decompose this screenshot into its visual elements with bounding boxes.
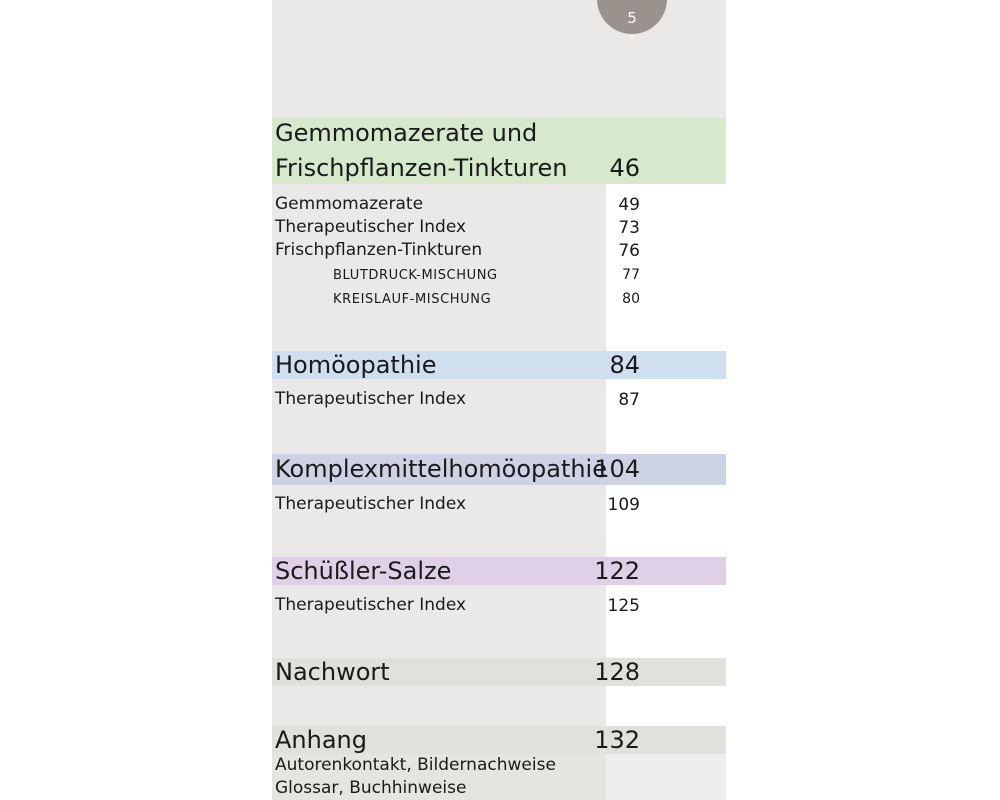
toc-entry[interactable]: Frischpflanzen-Tinkturen [275,240,483,260]
section-page: 84 [609,351,640,379]
toc-subentry-page: 77 [622,267,640,283]
section-page: 104 [594,455,640,483]
section-title: Nachwort [275,658,390,686]
section-title: Schüßler-Salze [275,557,452,585]
toc-entry[interactable]: Therapeutischer Index [275,494,467,514]
section-header-komplex[interactable] [272,454,726,485]
toc-entry-page: 87 [618,390,640,410]
section-header-homoeopathie[interactable] [272,351,726,379]
toc-entry-page: 125 [607,596,640,616]
toc-subentry[interactable]: KREISLAUF-MISCHUNG [333,292,492,307]
toc-subentry-page: 80 [622,291,640,307]
section-page: 46 [609,154,640,182]
section-page: 122 [594,557,640,585]
section-title-line2: Frischpflanzen-Tinkturen [275,154,568,182]
toc-entry-page: 76 [618,241,640,261]
toc-page [272,0,726,800]
section-page: 132 [594,726,640,754]
toc-entry[interactable]: Autorenkontakt, Bildernachweise [275,755,556,775]
toc-entry[interactable]: Therapeutischer Index [275,595,467,615]
toc-subentry[interactable]: BLUTDRUCK-MISCHUNG [333,268,498,283]
section-header-nachwort[interactable] [272,658,726,686]
section-header-schuessler[interactable] [272,557,726,585]
section-title: Komplexmittelhomöopathie [275,455,607,483]
section-title: Anhang [275,726,367,754]
section-title-line1: Gemmomazerate und [275,119,538,147]
section-header-anhang[interactable] [272,726,726,754]
section-page: 128 [594,658,640,686]
toc-entry[interactable]: Gemmomazerate [275,194,424,214]
toc-entry[interactable]: Therapeutischer Index [275,217,467,237]
toc-entry-page: 49 [618,195,640,215]
toc-entry[interactable]: Glossar, Buchhinweise [275,778,467,798]
page-number: 5 [627,9,637,27]
section-header-gemmo[interactable] [272,118,726,184]
toc-entry-page: 109 [607,495,640,515]
toc-entry-page: 73 [618,218,640,238]
section-title: Homöopathie [275,351,437,379]
toc-entry[interactable]: Therapeutischer Index [275,389,467,409]
